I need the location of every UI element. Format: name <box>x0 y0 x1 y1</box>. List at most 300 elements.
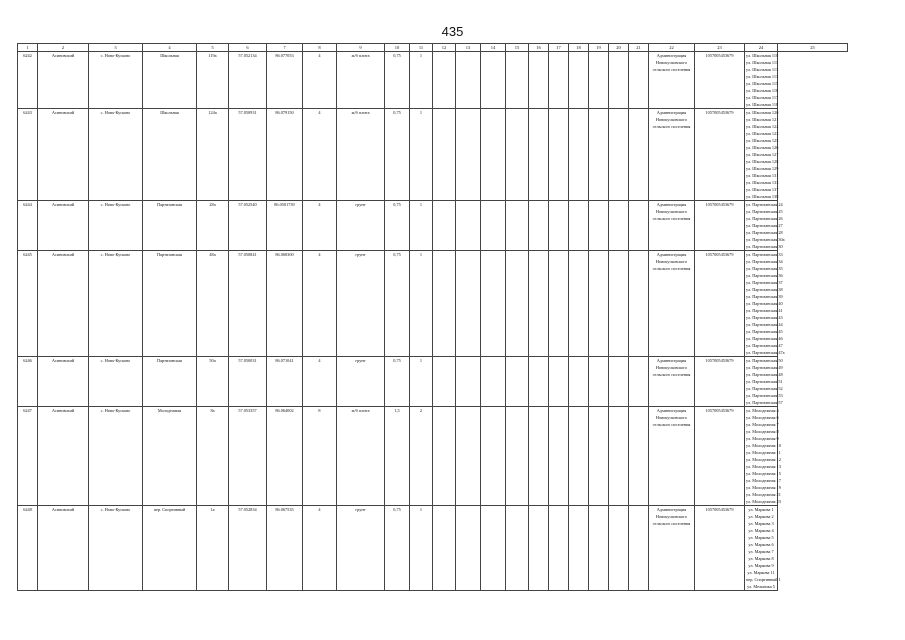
cell-lat: 57.052834 <box>229 506 267 591</box>
address-line: ул. Школьная 110 <box>746 53 779 58</box>
cell-empty <box>609 201 629 251</box>
owner-line: Администрация <box>656 110 687 115</box>
cell-empty <box>529 109 549 201</box>
cell-lon: 86.079150 <box>267 109 303 201</box>
cell-empty <box>569 201 589 251</box>
address-line: ул. Школьная 113 <box>746 74 779 79</box>
address-line: ул. Партизанская 34 <box>746 259 783 264</box>
owner-line: сельского поселения <box>652 216 691 221</box>
address-line: ул. Школьная 120 <box>746 110 779 115</box>
cell-empty <box>609 506 629 591</box>
cell-district: Асиновский <box>38 407 89 506</box>
cell-lat: 57.052540 <box>229 201 267 251</box>
column-number: 19 <box>589 44 609 52</box>
registry-body <box>18 44 848 591</box>
cell-area: 0,75 <box>385 52 410 109</box>
cell-street: Молодежная <box>143 407 197 506</box>
cell-ogrn: 1057005453679 <box>695 201 745 251</box>
cell-empty <box>549 357 569 407</box>
address-line: ул. Молодежная 9 <box>746 436 779 441</box>
cell-empty <box>481 357 506 407</box>
table-row <box>18 251 848 357</box>
cell-ogrn: 1057005453679 <box>695 251 745 357</box>
address-line: ул. Партизанская 36 <box>746 273 783 278</box>
cell-n: 6244 <box>18 201 38 251</box>
address-line: ул. Партизанская 33 <box>746 252 783 257</box>
cell-empty <box>481 201 506 251</box>
address-line: ул. Партизанская 52 <box>746 386 783 391</box>
cell-addresses <box>745 52 778 109</box>
cell-house: 119а <box>197 52 229 109</box>
address-line: ул. Молодежная 8 <box>746 429 779 434</box>
address-line: ул. Маркова 2 <box>748 514 774 519</box>
cell-empty <box>506 109 529 201</box>
cell-lon: 86.071041 <box>267 357 303 407</box>
cell-empty <box>589 109 609 201</box>
address-line: ул. Школьная 117 <box>746 95 779 100</box>
cell-c11: 1 <box>410 201 433 251</box>
cell-empty <box>481 251 506 357</box>
address-line: ул. Школьная 115 <box>746 81 779 86</box>
cell-ogrn: 1057005453679 <box>695 357 745 407</box>
cell-empty <box>569 52 589 109</box>
cell-ogrn: 1057005453679 <box>695 52 745 109</box>
cell-house: 124а <box>197 109 229 201</box>
table-row <box>18 201 848 251</box>
cell-empty <box>433 407 456 506</box>
cell-lon: 86.077053 <box>267 52 303 109</box>
cell-settlement: с. Ново-Кусково <box>89 251 143 357</box>
address-line: ул. Маркова 5 <box>748 535 774 540</box>
address-line: ул. Партизанская 50 <box>746 358 783 363</box>
cell-street: Партизанская <box>143 251 197 357</box>
cell-district: Асиновский <box>38 52 89 109</box>
address-line: ул. Партизанская 30 <box>746 244 783 249</box>
address-line: ул. Партизанская 49 <box>746 365 783 370</box>
column-number: 11 <box>410 44 433 52</box>
address-line: ул. Школьная 113 <box>746 67 779 72</box>
address-line: ул. Партизанская 27 <box>746 223 783 228</box>
address-line: ул. Маркова 6 <box>748 542 774 547</box>
address-line: ул. Партизанская 48 <box>746 372 783 377</box>
cell-owner <box>649 407 695 506</box>
cell-addresses <box>745 407 781 506</box>
owner-line: Администрация <box>656 358 687 363</box>
address-line: ул. Партизанская 28 <box>746 230 783 235</box>
cell-ogrn: 1057005453679 <box>695 506 745 591</box>
cell-empty <box>506 357 529 407</box>
address-line: ул. Партизанская 38 <box>746 287 783 292</box>
address-line: ул. Мельника 5 <box>747 584 775 589</box>
table-row <box>18 506 848 591</box>
cell-house: 50а <box>197 357 229 407</box>
cell-owner <box>649 506 695 591</box>
cell-empty <box>629 251 649 357</box>
owner-line: Новокусковского <box>655 415 688 420</box>
cell-owner <box>649 357 695 407</box>
cell-c8: 8 <box>303 407 337 506</box>
page-number: 435 <box>441 24 464 39</box>
address-line: ул. Партизанская 53 <box>746 393 783 398</box>
column-number: 14 <box>481 44 506 52</box>
cell-lat: 57.050931 <box>229 109 267 201</box>
address-line: ул. Молодежная 4 <box>746 408 779 413</box>
owner-line: Администрация <box>656 252 687 257</box>
address-line: ул. Партизанская 39 <box>746 294 783 299</box>
address-line: ул. Партизанская 40 <box>746 301 783 306</box>
cell-empty <box>569 506 589 591</box>
cell-empty <box>569 251 589 357</box>
cell-empty <box>481 407 506 506</box>
cell-empty <box>629 357 649 407</box>
cell-empty <box>433 357 456 407</box>
address-line: ул. Маркова 4 <box>748 528 774 533</box>
cell-empty <box>609 52 629 109</box>
cell-ogrn: 1057005453679 <box>695 407 745 506</box>
cell-c11: 1 <box>410 52 433 109</box>
owner-line: сельского поселения <box>652 266 691 271</box>
cell-settlement: с. Ново-Кусково <box>89 357 143 407</box>
cell-n: 6242 <box>18 52 38 109</box>
cell-c8: 4 <box>303 506 337 591</box>
address-line: ул. Школьная 131 <box>746 173 779 178</box>
address-line: ул. Маркова 11 <box>747 570 775 575</box>
owner-line: Новокусковского <box>655 60 688 65</box>
address-line: ул. Школьная 118 <box>746 102 779 107</box>
owner-line: сельского поселения <box>652 422 691 427</box>
cell-lat: 57.050031 <box>229 357 267 407</box>
column-number: 9 <box>337 44 385 52</box>
address-line: ул. Школьная 129 <box>746 166 779 171</box>
cell-empty <box>589 201 609 251</box>
column-number: 8 <box>303 44 337 52</box>
cell-empty <box>629 407 649 506</box>
column-number: 12 <box>433 44 456 52</box>
cell-area: 0,75 <box>385 251 410 357</box>
cell-empty <box>589 251 609 357</box>
table-row <box>18 407 848 506</box>
cell-surface: ж/б плита <box>337 109 385 201</box>
address-line: ул. Партизанская 57 <box>746 400 783 405</box>
column-number: 23 <box>695 44 745 52</box>
address-line: ул. Школьная 122 <box>746 124 779 129</box>
column-number: 3 <box>89 44 143 52</box>
cell-empty <box>569 357 589 407</box>
cell-empty <box>433 52 456 109</box>
cell-empty <box>481 109 506 201</box>
address-line: ул. Партизанская 45 <box>746 329 783 334</box>
cell-empty <box>506 251 529 357</box>
cell-empty <box>549 109 569 201</box>
cell-c11: 1 <box>410 251 433 357</box>
address-line: ул. Молодежная 21 <box>746 492 781 497</box>
address-line: ул. Молодежная 15 <box>746 471 781 476</box>
cell-house: 8а <box>197 407 229 506</box>
address-line: ул. Школьная 137 <box>746 187 779 192</box>
address-line: ул. Маркова 8 <box>748 556 774 561</box>
owner-line: Администрация <box>656 408 687 413</box>
address-line: ул. Школьная 111 <box>746 60 779 65</box>
address-line: ул. Маркова 9 <box>748 563 774 568</box>
owner-line: Новокусковского <box>655 117 688 122</box>
address-line: ул. Молодежная 12 <box>746 457 781 462</box>
cell-district: Асиновский <box>38 357 89 407</box>
cell-settlement: с. Ново-Кусково <box>89 109 143 201</box>
cell-owner <box>649 52 695 109</box>
cell-empty <box>629 201 649 251</box>
cell-empty <box>589 506 609 591</box>
address-line: ул. Маркова 7 <box>748 549 774 554</box>
cell-empty <box>529 506 549 591</box>
cell-c8: 4 <box>303 109 337 201</box>
owner-line: Новокусковского <box>655 259 688 264</box>
column-number: 1 <box>18 44 38 52</box>
cell-addresses <box>745 357 783 407</box>
cell-settlement: с. Ново-Кусково <box>89 407 143 506</box>
cell-owner <box>649 109 695 201</box>
address-line: ул. Школьная 125 <box>746 138 779 143</box>
address-line: пер. Спортивный 1 <box>746 577 781 582</box>
cell-area: 0,75 <box>385 109 410 201</box>
cell-surface: грунт <box>337 251 385 357</box>
address-line: ул. Партизанская 35 <box>746 266 783 271</box>
address-line: ул. Школьная 138 <box>746 194 779 199</box>
cell-c11: 2 <box>410 407 433 506</box>
owner-line: Новокусковского <box>655 365 688 370</box>
cell-street: Школьная <box>143 109 197 201</box>
cell-area: 1,5 <box>385 407 410 506</box>
cell-empty <box>609 109 629 201</box>
cell-empty <box>569 109 589 201</box>
address-line: ул. Партизанская 41 <box>746 308 783 313</box>
column-number: 18 <box>569 44 589 52</box>
cell-n: 6243 <box>18 109 38 201</box>
column-number: 16 <box>529 44 549 52</box>
address-line: ул. Молодежная 6 <box>746 415 779 420</box>
column-number: 21 <box>629 44 649 52</box>
cell-empty <box>506 506 529 591</box>
address-line: ул. Партизанская 47а <box>746 350 785 355</box>
cell-empty <box>529 251 549 357</box>
cell-empty <box>529 407 549 506</box>
cell-empty <box>589 52 609 109</box>
cell-lon: 86.068300 <box>267 251 303 357</box>
column-number: 15 <box>506 44 529 52</box>
address-line: ул. Молодежная 19 <box>746 485 781 490</box>
address-line: ул. Партизанская 25 <box>746 209 783 214</box>
owner-line: сельского поселения <box>652 124 691 129</box>
cell-empty <box>433 201 456 251</box>
address-line: ул. Молодежная 11 <box>746 450 781 455</box>
cell-owner <box>649 201 695 251</box>
cell-empty <box>609 357 629 407</box>
cell-lat: 57.052134 <box>229 52 267 109</box>
cell-empty <box>506 201 529 251</box>
cell-settlement: с. Ново-Кусково <box>89 52 143 109</box>
cell-empty <box>589 407 609 506</box>
column-number: 7 <box>267 44 303 52</box>
cell-empty <box>506 407 529 506</box>
column-number-row <box>18 44 848 52</box>
address-line: ул. Маркова 1 <box>748 507 774 512</box>
address-line: ул. Партизанская 30а <box>746 237 785 242</box>
cell-empty <box>609 407 629 506</box>
cell-empty <box>456 506 481 591</box>
cell-empty <box>506 52 529 109</box>
cell-lon: 86.064002 <box>267 407 303 506</box>
cell-n: 6247 <box>18 407 38 506</box>
address-line: ул. Школьная 126 <box>746 145 779 150</box>
cell-empty <box>549 52 569 109</box>
cell-lon: 86.0501739 <box>267 201 303 251</box>
cell-c8: 4 <box>303 52 337 109</box>
cell-empty <box>529 52 549 109</box>
cell-addresses <box>745 251 785 357</box>
address-line: ул. Партизанская 47 <box>746 343 783 348</box>
cell-c11: 1 <box>410 357 433 407</box>
cell-area: 0,75 <box>385 201 410 251</box>
cell-empty <box>529 201 549 251</box>
cell-empty <box>609 251 629 357</box>
column-number: 10 <box>385 44 410 52</box>
address-line: ул. Молодежная 23 <box>746 499 781 504</box>
cell-c11: 1 <box>410 109 433 201</box>
table-row <box>18 109 848 201</box>
cell-empty <box>456 52 481 109</box>
column-number: 4 <box>143 44 197 52</box>
owner-line: Новокусковского <box>655 209 688 214</box>
cell-owner <box>649 251 695 357</box>
cell-lon: 86.067535 <box>267 506 303 591</box>
column-number: 25 <box>778 44 848 52</box>
cell-c11: 1 <box>410 506 433 591</box>
cell-area: 0,75 <box>385 506 410 591</box>
cell-empty <box>629 109 649 201</box>
cell-lat: 57.050841 <box>229 251 267 357</box>
owner-line: Администрация <box>656 507 687 512</box>
address-line: ул. Молодежная 13 <box>746 464 781 469</box>
cell-house: 1а <box>197 506 229 591</box>
registry-table <box>17 43 848 591</box>
column-number: 2 <box>38 44 89 52</box>
cell-district: Асиновский <box>38 506 89 591</box>
cell-empty <box>433 109 456 201</box>
cell-empty <box>481 506 506 591</box>
cell-empty <box>456 357 481 407</box>
cell-empty <box>549 407 569 506</box>
column-number: 20 <box>609 44 629 52</box>
column-number: 24 <box>745 44 778 52</box>
cell-street: пер. Спортивный <box>143 506 197 591</box>
cell-ogrn: 1057005453679 <box>695 109 745 201</box>
cell-empty <box>456 109 481 201</box>
table-row <box>18 357 848 407</box>
owner-line: сельского поселения <box>652 372 691 377</box>
column-number: 22 <box>649 44 695 52</box>
cell-empty <box>549 201 569 251</box>
address-line: ул. Партизанская 51 <box>746 379 783 384</box>
cell-empty <box>629 52 649 109</box>
cell-empty <box>433 251 456 357</box>
address-line: ул. Партизанская 44 <box>746 322 783 327</box>
cell-settlement: с. Ново-Кусково <box>89 201 143 251</box>
cell-empty <box>549 506 569 591</box>
cell-empty <box>481 52 506 109</box>
cell-empty <box>456 201 481 251</box>
address-line: ул. Школьная 116 <box>746 88 779 93</box>
cell-area: 0,75 <box>385 357 410 407</box>
cell-empty <box>529 357 549 407</box>
address-line: ул. Школьная 127 <box>746 152 779 157</box>
cell-addresses <box>745 109 778 201</box>
cell-street: Партизанская <box>143 201 197 251</box>
column-number: 13 <box>456 44 481 52</box>
cell-addresses <box>745 506 781 591</box>
cell-surface: ж/б плита <box>337 52 385 109</box>
address-line: ул. Партизанская 46 <box>746 336 783 341</box>
cell-street: Партизанская <box>143 357 197 407</box>
cell-empty <box>589 357 609 407</box>
cell-c8: 4 <box>303 201 337 251</box>
address-line: ул. Школьная 128 <box>746 159 779 164</box>
cell-c8: 4 <box>303 251 337 357</box>
address-line: ул. Партизанская 43 <box>746 315 783 320</box>
address-line: ул. Школьная 133 <box>746 180 779 185</box>
address-line: ул. Маркова 3 <box>748 521 774 526</box>
cell-empty <box>569 407 589 506</box>
address-line: ул. Школьная 123 <box>746 131 779 136</box>
address-line: ул. Партизанская 26 <box>746 216 783 221</box>
cell-house: 48а <box>197 251 229 357</box>
owner-line: Администрация <box>656 202 687 207</box>
cell-lat: 57.053357 <box>229 407 267 506</box>
table-row <box>18 52 848 109</box>
cell-n: 6248 <box>18 506 38 591</box>
address-line: ул. Молодежная 17 <box>746 478 781 483</box>
cell-empty <box>549 251 569 357</box>
cell-n: 6245 <box>18 251 38 357</box>
cell-surface: грунт <box>337 506 385 591</box>
owner-line: Новокусковского <box>655 514 688 519</box>
owner-line: сельского поселения <box>652 521 691 526</box>
cell-district: Асиновский <box>38 201 89 251</box>
cell-empty <box>456 251 481 357</box>
address-line: ул. Партизанская 24 <box>746 202 783 207</box>
cell-empty <box>433 506 456 591</box>
column-number: 17 <box>549 44 569 52</box>
cell-street: Школьная <box>143 52 197 109</box>
address-line: ул. Школьная 121 <box>746 117 779 122</box>
address-line: ул. Молодежная 10 <box>746 443 781 448</box>
cell-c8: 4 <box>303 357 337 407</box>
cell-district: Асиновский <box>38 109 89 201</box>
cell-surface: ж/б плита <box>337 407 385 506</box>
address-line: ул. Партизанская 37 <box>746 280 783 285</box>
cell-settlement: с. Ново-Кусково <box>89 506 143 591</box>
column-number: 6 <box>229 44 267 52</box>
cell-addresses <box>745 201 785 251</box>
owner-line: Администрация <box>656 53 687 58</box>
column-number: 5 <box>197 44 229 52</box>
address-line: ул. Молодежная 7 <box>746 422 779 427</box>
cell-empty <box>456 407 481 506</box>
cell-district: Асиновский <box>38 251 89 357</box>
owner-line: сельского поселения <box>652 67 691 72</box>
cell-n: 6246 <box>18 357 38 407</box>
cell-empty <box>629 506 649 591</box>
cell-surface: грунт <box>337 357 385 407</box>
cell-house: 28а <box>197 201 229 251</box>
